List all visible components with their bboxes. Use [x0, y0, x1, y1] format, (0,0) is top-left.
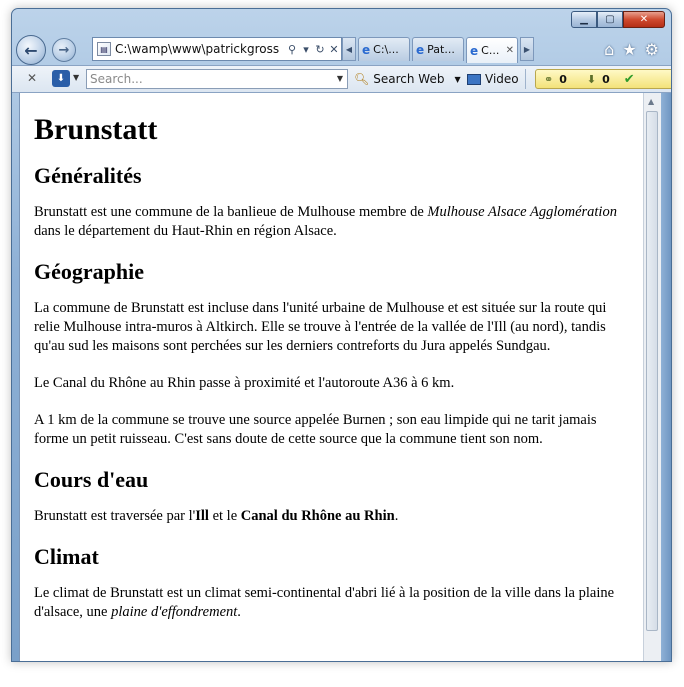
links-icon: ⚭: [544, 72, 554, 86]
text-run: dans le département du Haut-Rhin en région Alsace.: [34, 223, 337, 239]
counter-2: 0: [602, 72, 610, 86]
search-web-button[interactable]: [354, 72, 461, 86]
browser-toolbar-icons: [604, 40, 659, 59]
download-count-icon: ⬇: [586, 72, 597, 86]
counters-widget[interactable]: [535, 69, 672, 89]
chevron-down-icon[interactable]: ▼: [454, 74, 461, 84]
paragraph: [34, 507, 629, 526]
search-dropdown-icon[interactable]: ▼: [336, 74, 343, 83]
paragraph: [34, 203, 629, 241]
tab-2-label: Pat...: [427, 43, 455, 56]
dropdown-icon[interactable]: ▾: [303, 42, 309, 56]
address-bar[interactable]: [92, 37, 342, 61]
text-run: .: [237, 604, 241, 620]
address-text: C:\wamp\www\patrickgross: [115, 42, 280, 56]
checkmark-icon: ✔: [623, 71, 635, 87]
page-content: [19, 93, 643, 661]
tab-scroll-left-button[interactable]: ◀: [342, 37, 356, 61]
browser-window: [11, 8, 672, 662]
close-toolbar-icon[interactable]: ✕: [27, 71, 38, 85]
video-label: Video: [485, 72, 519, 86]
video-button[interactable]: [467, 72, 519, 86]
tab-1-label: C:\...: [373, 43, 399, 56]
stop-icon[interactable]: ✕: [329, 42, 339, 56]
section-heading-cours-deau: Cours d'eau: [34, 467, 149, 492]
bold-text: Canal du Rhône au Rhin: [240, 508, 395, 524]
forward-arrow-icon: →: [58, 42, 70, 58]
back-arrow-icon: ←: [24, 40, 38, 60]
paragraph: A 1 km de la commune se trouve une source appelée Burnen ; son eau limpide qui ne tarit jamais forme un petit ruisseau. C'est sans doute de cette source que la commune tient son nom.: [34, 412, 597, 447]
forward-button[interactable]: [52, 38, 76, 62]
text-run: Brunstatt est une commune de la banlieue de Mulhouse membre de: [34, 204, 428, 220]
back-button[interactable]: [16, 35, 46, 65]
magnifier-icon: 🔍︎: [354, 72, 370, 86]
counter-1: 0: [559, 72, 567, 86]
text-run: et le: [208, 508, 241, 524]
close-button[interactable]: ✕: [623, 11, 665, 28]
command-toolbar: [12, 65, 671, 93]
toolbar-divider: [525, 69, 526, 89]
emphasis-text: plaine d'effondrement: [111, 604, 238, 620]
page-favicon-icon: ▤: [97, 42, 111, 56]
close-tab-icon[interactable]: ✕: [505, 45, 514, 56]
maximize-button[interactable]: ▢: [597, 11, 623, 28]
text-run: Brunstatt est traversée par l': [34, 508, 196, 524]
paragraph: Le Canal du Rhône au Rhin passe à proximité et l'autoroute A36 à 6 km.: [34, 375, 455, 391]
tv-icon: [467, 74, 481, 85]
search-input[interactable]: [86, 69, 348, 89]
emphasis-text: Mulhouse Alsace Agglomération: [427, 204, 617, 220]
bold-text: Ill: [195, 508, 209, 524]
section-heading-climat: Climat: [34, 544, 99, 569]
scrollbar-thumb[interactable]: [646, 111, 658, 631]
tab-3-label: C...: [481, 44, 500, 57]
ie-logo-icon: e: [362, 42, 371, 57]
tab-3-active[interactable]: [466, 37, 518, 63]
text-run: Le climat de Brunstatt est un climat semi-continental d'abri lié à la position de la ville dans la plaine d'alsace, une: [34, 585, 615, 620]
search-web-label: Search Web: [373, 72, 445, 86]
gear-icon[interactable]: ⚙: [644, 40, 659, 59]
page-title: Brunstatt: [34, 113, 158, 146]
chevron-down-icon[interactable]: ▼: [73, 73, 80, 82]
favorites-star-icon[interactable]: ★: [622, 40, 637, 59]
search-icon[interactable]: ⚲: [287, 42, 297, 56]
text-run: .: [394, 508, 399, 524]
download-icon[interactable]: ⬇: [52, 70, 70, 87]
search-placeholder: Search...: [90, 72, 143, 86]
paragraph: La commune de Brunstatt est incluse dans l'unité urbaine de Mulhouse et est située sur la route qui relie Mulhouse intra-muros à Altkirch. Elle se trouve à l'entrée de la vallée de l'Ill (au nord), tandis qu'au sud les maisons sont perchées sur les derniers contreforts du Jura appelés Sundgau.: [34, 300, 607, 354]
refresh-icon[interactable]: ↻: [315, 42, 325, 56]
caption-buttons: [571, 11, 665, 28]
tab-2[interactable]: [412, 37, 464, 61]
minimize-button[interactable]: ▁: [571, 11, 597, 28]
tab-scroll-right-button[interactable]: ▶: [520, 37, 534, 61]
paragraph: [34, 584, 629, 622]
navigation-bar: [12, 33, 671, 67]
tab-strip: [342, 37, 534, 63]
tab-1[interactable]: [358, 37, 410, 61]
scroll-up-icon[interactable]: ▲: [648, 97, 655, 106]
section-heading-generalites: Généralités: [34, 163, 142, 188]
ie-logo-icon: e: [416, 42, 425, 57]
vertical-scrollbar[interactable]: [643, 93, 661, 661]
ie-logo-icon: e: [470, 43, 479, 58]
home-icon[interactable]: ⌂: [604, 40, 615, 59]
section-heading-geographie: Géographie: [34, 259, 144, 284]
window-frame-right: [661, 93, 671, 661]
